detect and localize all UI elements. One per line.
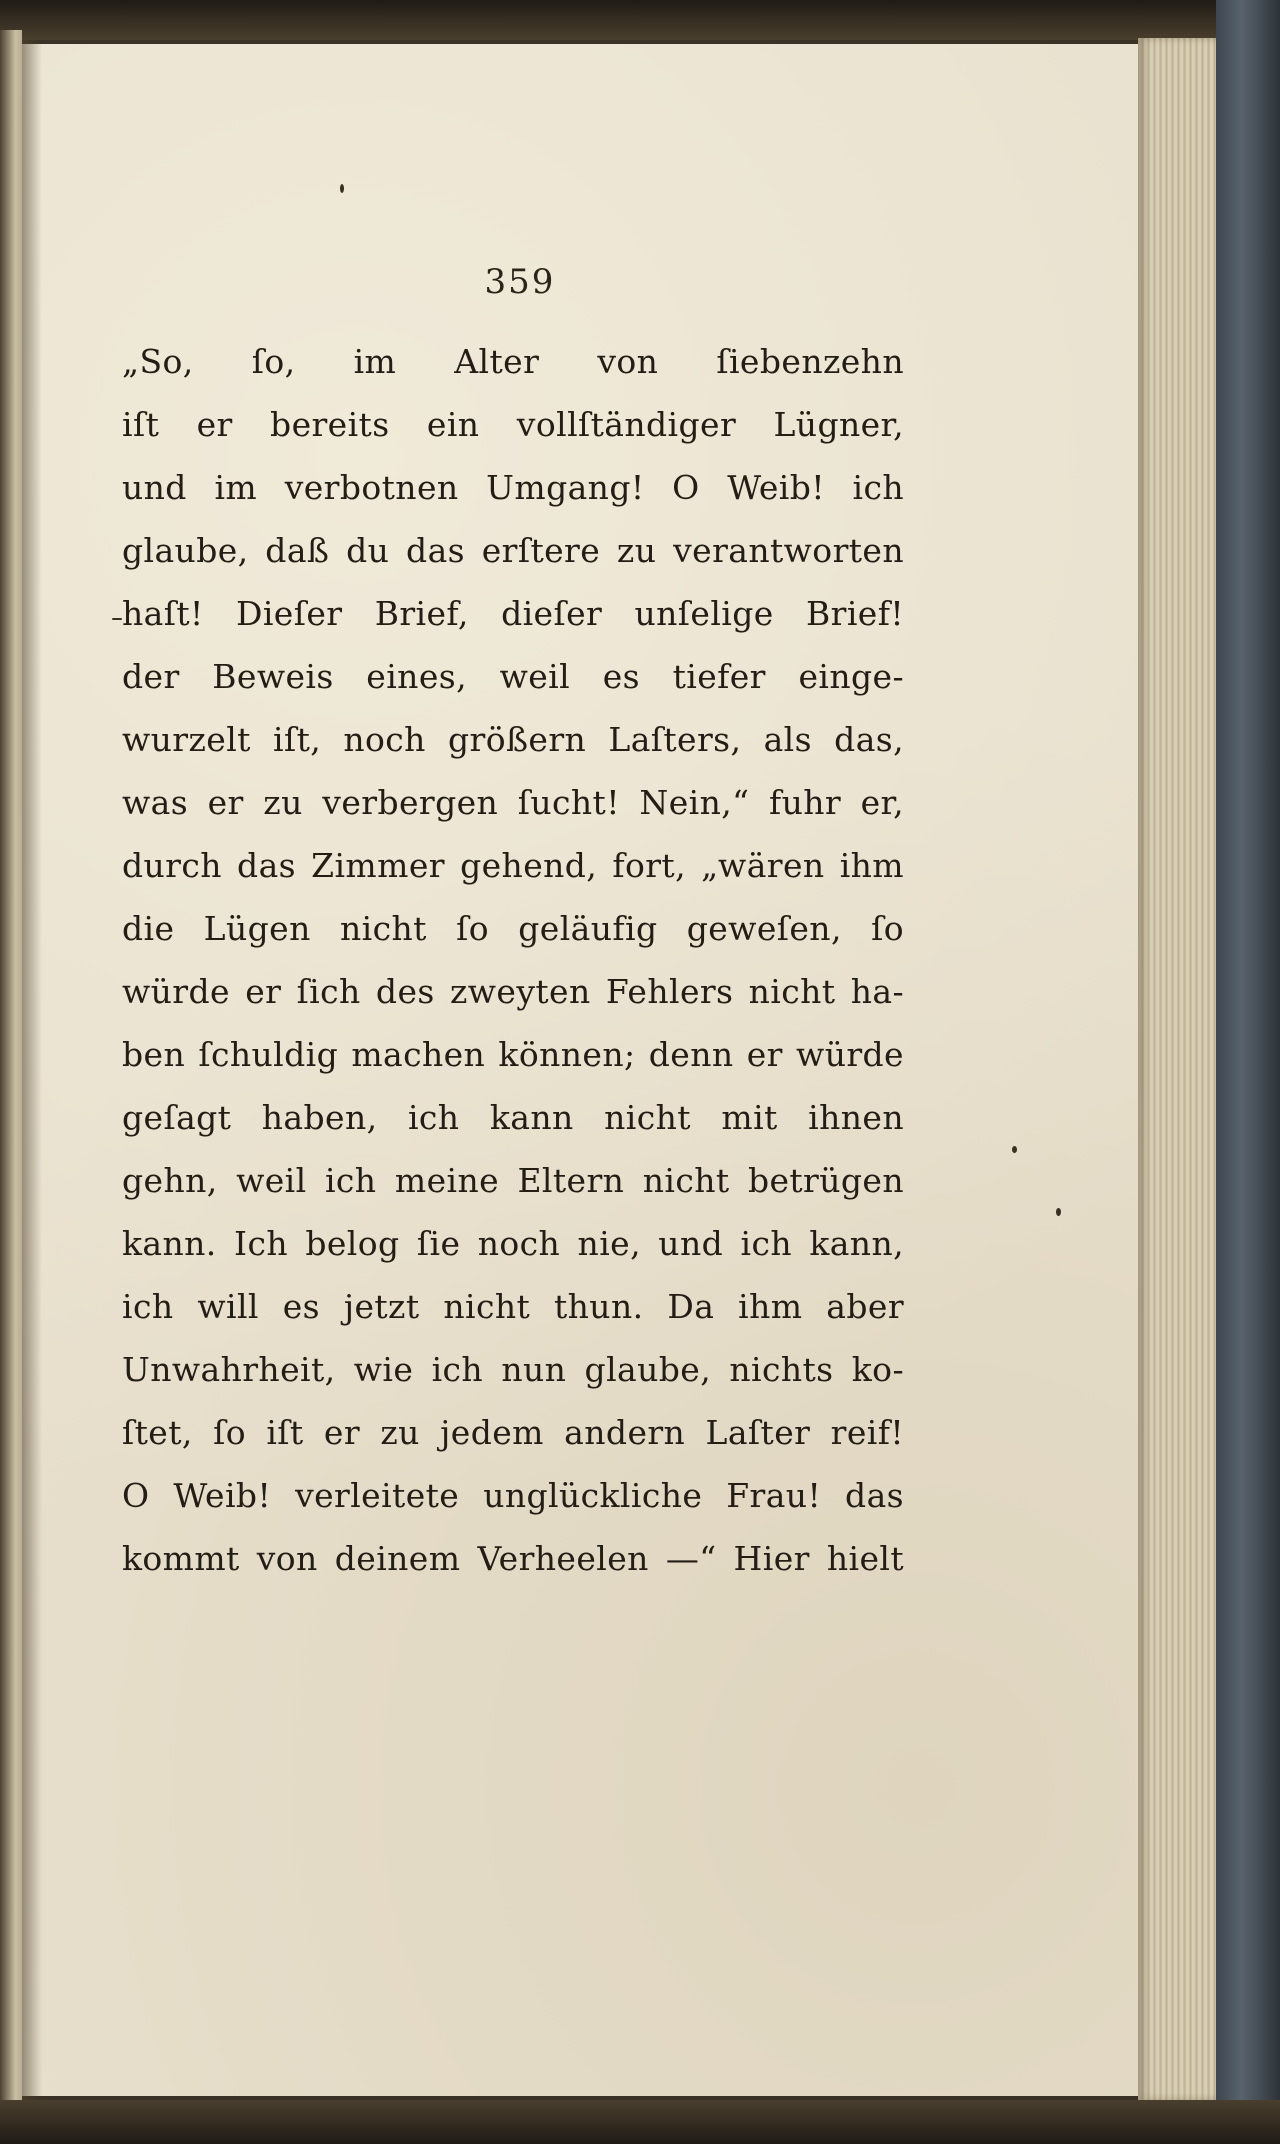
text-line: ſtet, ſo iſt er zu jedem andern Laſter reif! (122, 1413, 904, 1452)
text-line: kann. Ich belog ſie noch nie, und ich kann, (122, 1224, 904, 1263)
page-block-edge (1138, 38, 1216, 2100)
text-line: gehn, weil ich meine Eltern nicht betrügen (122, 1161, 904, 1200)
book-cover-top-edge (0, 0, 1280, 40)
facing-page-edge (0, 30, 22, 2120)
text-line: wurzelt iſt, noch größern Laſters, als das, (122, 720, 904, 759)
text-line: iſt er bereits ein vollſtändiger Lügner, (122, 405, 904, 444)
paper-speck (1012, 1146, 1017, 1153)
text-line: was er zu verbergen ſucht! Nein,“ fuhr er, (122, 783, 904, 822)
body-text (122, 330, 904, 1590)
text-line: Unwahrheit, wie ich nun glaube, nichts ko- (122, 1350, 904, 1389)
text-line: durch das Zimmer gehend, fort, „wären ihm (122, 846, 904, 885)
text-line: O Weib! verleitete unglückliche Frau! das (122, 1476, 904, 1515)
text-line: „So, ſo, im Alter von ſiebenzehn (122, 342, 904, 381)
binding-shadow (22, 40, 42, 2110)
text-line: kommt von deinem Verheelen —“ Hier hielt (122, 1539, 904, 1578)
text-line: die Lügen nicht ſo geläufig geweſen, ſo (122, 909, 904, 948)
book-cover-bottom-edge (0, 2100, 1280, 2144)
text-line: geſagt haben, ich kann nicht mit ihnen (122, 1098, 904, 1137)
page-number: 359 (484, 262, 556, 302)
text-line: ich will es jetzt nicht thun. Da ihm aber (122, 1287, 904, 1326)
text-line: und im verbotnen Umgang! O Weib! ich (122, 468, 904, 507)
text-line: würde er ſich des zweyten Fehlers nicht ha- (122, 972, 904, 1011)
text-line: glaube, daß du das erſtere zu verantworten (122, 531, 904, 570)
text-line: ben ſchuldig machen können; denn er würde (122, 1035, 904, 1074)
paper-speck (112, 618, 122, 620)
paper-speck (1056, 1208, 1061, 1216)
book-cover-right-edge (1216, 0, 1280, 2144)
paper-speck (340, 184, 344, 193)
text-line: haſt! Dieſer Brief, dieſer unſelige Brief! (122, 594, 904, 633)
text-line: der Beweis eines, weil es tiefer einge- (122, 657, 904, 696)
